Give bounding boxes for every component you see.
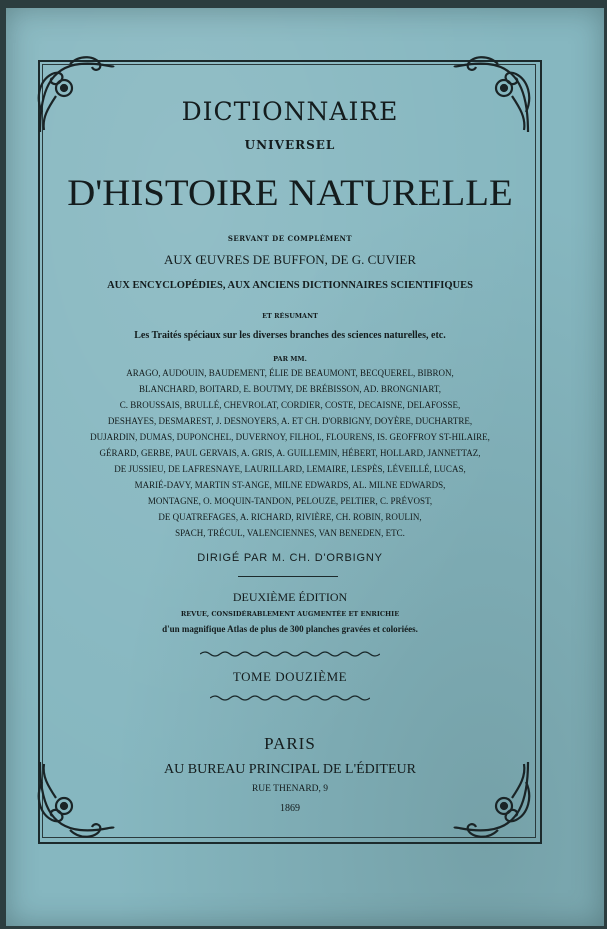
authors-line: DE QUATREFAGES, A. RICHARD, RIVIÈRE, CH. ROBIN, ROULIN, (158, 512, 422, 522)
authors-line: DESHAYES, DESMAREST, J. DESNOYERS, A. ET CH. D'ORBIGNY, DOYÈRE, DUCHARTRE, (107, 416, 473, 426)
imprint-address: RUE THENARD, 9 (251, 784, 329, 794)
authors-line: BLANCHARD, BOITARD, E. BOUTMY, DE BRÉBISSON, AD. BRONGNIART, (139, 384, 441, 394)
imprint-publisher: AU BUREAU PRINCIPAL DE L'ÉDITEUR (164, 762, 416, 777)
subtitle-servant: SERVANT DE COMPLÉMENT (227, 234, 353, 243)
authors-line: MARIÉ-DAVY, MARTIN ST-ANGE, MILNE EDWARDS, AL. MILNE EDWARDS, (134, 480, 446, 490)
authors-line: DUJARDIN, DUMAS, DUPONCHEL, DUVERNOY, FILHOL, FLOURENS, IS. GEOFFROY ST-HILAIRE, (90, 432, 490, 442)
title-histoire-naturelle: D'HISTOIRE NATURELLE (67, 173, 513, 214)
subtitle-traites: Les Traités spéciaux sur les diverses branches des sciences naturelles, etc. (134, 330, 446, 341)
edition-revue: REVUE, CONSIDÉRABLEMENT AUGMENTÉE ET ENRICHIE (180, 610, 400, 618)
divider-rule (238, 576, 338, 577)
authors-line: C. BROUSSAIS, BRULLÉ, CHEVROLAT, CORDIER, COSTE, DECAISNE, DELAFOSSE, (119, 400, 461, 410)
edition-title: DEUXIÈME ÉDITION (232, 590, 348, 604)
imprint-year: 1869 (280, 803, 300, 814)
authors-line: SPACH, TRÉCUL, VALENCIENNES, VAN BENEDEN, ETC. (175, 528, 405, 538)
tome-label: TOME DOUZIÈME (232, 669, 348, 684)
authors-line: MONTAGNE, O. MOQUIN-TANDON, PELOUZE, PELTIER, C. PRÉVOST, (147, 496, 433, 506)
wavy-divider-top (200, 650, 380, 658)
title-dictionnaire: DICTIONNAIRE (181, 97, 399, 126)
imprint-city: PARIS (264, 734, 316, 753)
title-universel: UNIVERSEL (244, 138, 336, 152)
authors-line: ARAGO, AUDOUIN, BAUDEMENT, ÉLIE DE BEAUMONT, BECQUEREL, BIBRON, (126, 368, 454, 378)
subtitle-resumant: ET RÉSUMANT (262, 312, 318, 320)
edition-atlas: d'un magnifique Atlas de plus de 300 planches gravées et coloriées. (162, 624, 418, 634)
director-line: DIRIGÉ PAR M. CH. D'ORBIGNY (197, 552, 383, 564)
authors-intro: PAR MM. (273, 355, 307, 363)
authors-line: DE JUSSIEU, DE LAFRESNAYE, LAURILLARD, LEMAIRE, LESPÈS, LÉVEILLÉ, LUCAS, (114, 464, 466, 474)
authors-line: GÉRARD, GERBE, PAUL GERVAIS, A. GRIS, A. GUILLEMIN, HÉBERT, HOLLARD, JANNETTAZ, (99, 448, 481, 458)
subtitle-encyclopedies: AUX ENCYCLOPÉDIES, AUX ANCIENS DICTIONNAIRES SCIENTIFIQUES (107, 280, 473, 291)
subtitle-oeuvres: AUX ŒUVRES DE BUFFON, DE G. CUVIER (163, 252, 417, 267)
wavy-divider-bottom (210, 694, 370, 702)
